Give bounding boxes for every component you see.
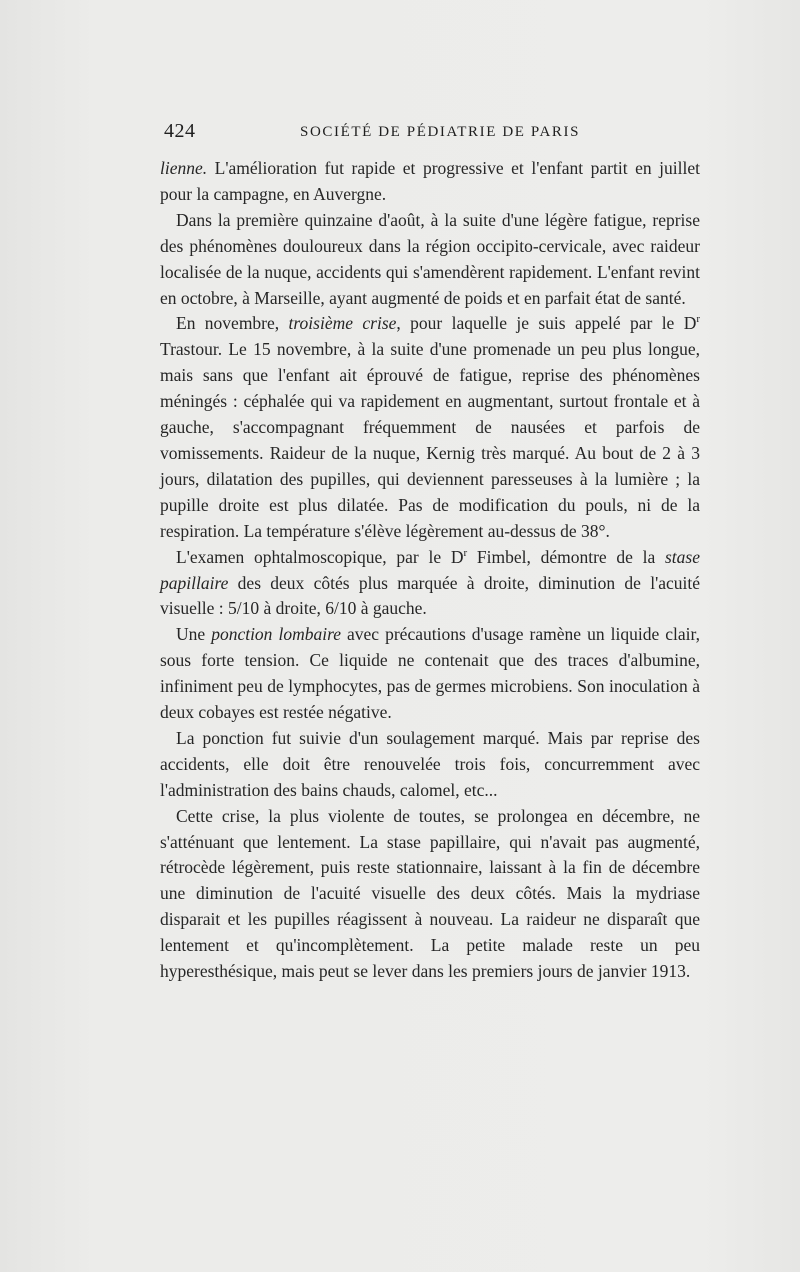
paragraph-4-text: des deux côtés plus marquée à droite, diminution de l'acuité visuelle : 5/10 à droite, 6/10 à gauche. — [160, 572, 700, 619]
paragraph-3-italic: troisième crise — [288, 313, 397, 334]
paragraph-3-sup: r — [696, 313, 701, 326]
body-text — [160, 156, 700, 985]
paragraph-5-start: Une — [176, 624, 212, 645]
paragraph-4-italic: stase papillaire — [160, 546, 700, 593]
paragraph-2: Dans la première quinzaine d'août, à la suite d'une légère fatigue, reprise des phénomènes douloureux dans la région occipito-cervicale, avec raideur localisée de la nuque, accidents qui s'amendèrent rapidement. L'enfant revint en octobre, à Marseille, ayant augmenté de poids et en parfait état de santé. — [160, 209, 700, 308]
paragraph-4 — [160, 545, 700, 623]
paragraph-1-italic: lienne. — [160, 158, 208, 178]
paragraph-4-sup: r — [463, 546, 468, 559]
page-number: 424 — [164, 120, 196, 142]
paragraph-3 — [160, 311, 700, 544]
paragraph-3-mid: , pour laquelle je suis appelé par le D — [396, 313, 697, 334]
paragraph-1 — [160, 156, 700, 208]
page-header — [164, 120, 700, 148]
paragraph-4-start: L'examen ophtalmoscopique, par le D — [176, 546, 464, 567]
paragraph-3-text: Trastour. Le 15 novembre, à la suite d'une promenade un peu plus longue, mais sans que l'enfant ait éprouvé de fatigue, reprise des phénomènes méningés : céphalée qui va rapidement en augmentant, surtout frontale et à gauche, s'accompagnant fréquemment de nausées et parfois de vomissements. Raideur de la nuque, Kernig très marqué. Au bout de 2 à 3 jours, dilatation des pupilles, qui deviennent paresseuses à la lumière ; la pupille droite est plus dilatée. Pas de modification du pouls, ni de la respiration. La température s'élève légèrement au-dessus de 38°. — [160, 339, 700, 541]
paragraph-5-italic: ponction lombaire — [211, 624, 341, 645]
paragraph-1-text: L'amélioration fut rapide et progressive et l'enfant partit en juillet pour la campagne, en Auvergne. — [160, 158, 700, 204]
paragraph-7: Cette crise, la plus violente de toutes, se prolongea en décembre, ne s'atténuant que lentement. La stase papillaire, qui n'avait pas augmenté, rétrocède légèrement, puis reste stationnaire, laissant à la fin de décembre une diminution de l'acuité visuelle des deux côtés. Mais la mydriase disparait et les pupilles réagissent à nouveau. La raideur ne disparaît que lentement et qu'incomplètement. La petite malade reste un peu hyperesthésique, mais peut se lever dans les premiers jours de janvier 1913. — [160, 805, 700, 982]
paragraph-5-text: avec précautions d'usage ramène un liquide clair, sous forte tension. Ce liquide ne contenait que des traces d'albumine, infiniment peu de lymphocytes, pas de germes microbiens. Son inoculation à deux cobayes est restée négative. — [160, 624, 700, 723]
running-head: SOCIÉTÉ DE PÉDIATRIE DE PARIS — [300, 124, 581, 140]
paragraph-5 — [160, 622, 700, 726]
paragraph-3-start: En novembre, — [176, 313, 289, 334]
paragraph-6: La ponction fut suivie d'un soulagement marqué. Mais par reprise des accidents, elle doit être renouvelée trois fois, concurremment avec l'administration des bains chauds, calomel, etc... — [160, 727, 700, 800]
paragraph-4-mid: Fimbel, démontre de la — [467, 546, 665, 567]
